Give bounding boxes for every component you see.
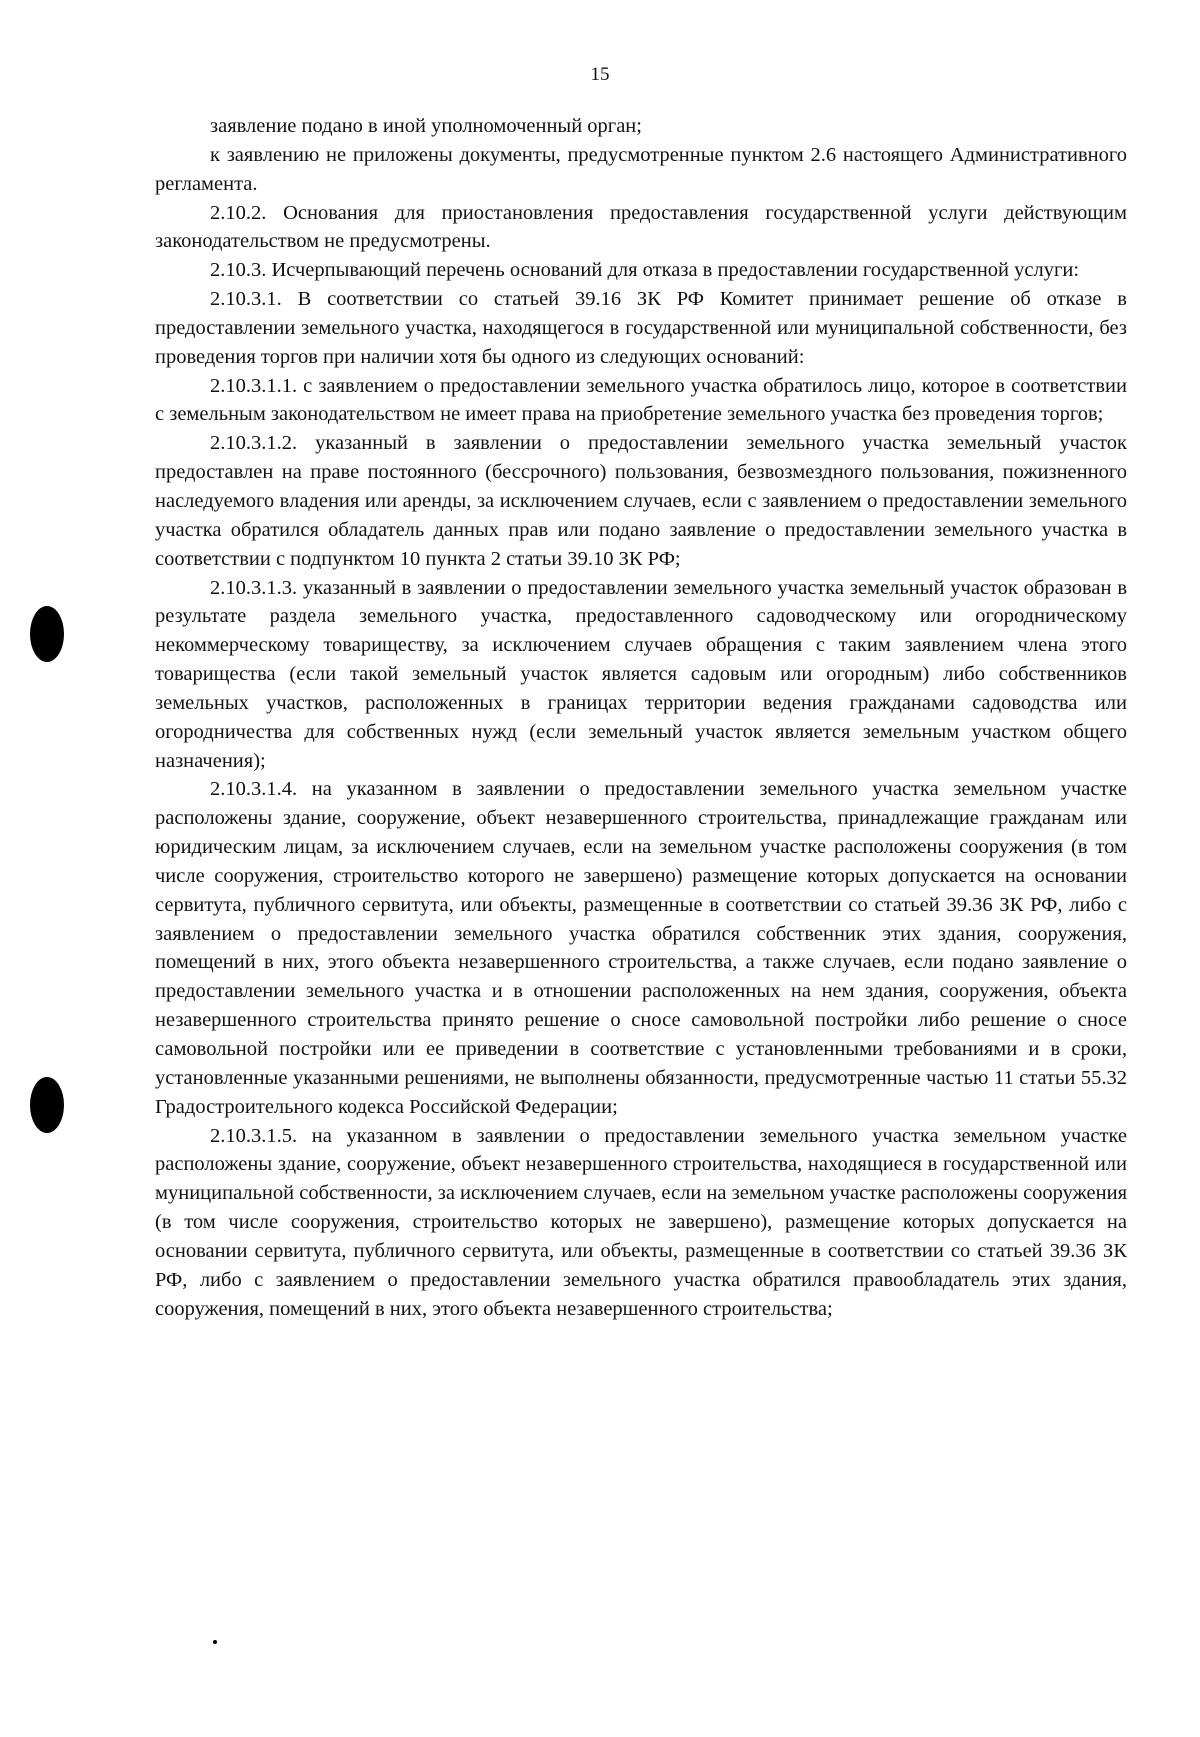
paragraph-2-10-3-1: 2.10.3.1. В соответствии со статьей 39.16 ЗК РФ Комитет принимает решение об отказе в предоставлении земельного участка, находящегося в государственной или муниципальной собственности, без проведения торгов при наличии хотя бы одного из следующих оснований: [155,288,1127,368]
punch-hole-mark [30,1077,64,1133]
paragraph-application-other-authority: заявление подано в иной уполномоченный орган; [210,115,642,137]
paragraph-2-10-3-1-5: 2.10.3.1.5. на указанном в заявлении о предоставлении земельного участка земельном участке расположены здание, сооружение, объект незавершенного строительства, находящиеся в государственной или муниципальной собственности, за исключением случаев, если на земельном участке расположены сооружения (в том числе сооружения, строительство которых не завершено), размещение которых допускается на основании сервитута, публичного сервитута, или объекты, размещенные в соответствии со статьей 39.36 ЗК РФ, либо с заявлением о предоставлении земельного участка обратился правообладатель этих здания, сооружения, помещений в них, этого объекта незавершенного строительства; [155,1124,1127,1320]
paragraph-documents-not-attached: к заявлению не приложены документы, предусмотренные пунктом 2.6 настоящего Административного регламента. [155,143,1127,195]
paragraph-2-10-3-1-3: 2.10.3.1.3. указанный в заявлении о предоставлении земельного участка земельный участок образован в результате раздела земельного участка, предоставленного садоводческому или огородническому некоммерческому товариществу, за исключением случаев обращения с таким заявлением члена этого товарищества (если такой земельный участок является садовым или огородным) либо собственников земельных участков, расположенных в границах территории ведения гражданами садоводства или огородничества для собственных нужд (если земельный участок является земельным участком общего назначения); [155,576,1127,772]
document-body [155,112,1127,1323]
paragraph-2-10-3-1-1: 2.10.3.1.1. с заявлением о предоставлении земельного участка обратилось лицо, которое в соответствии с земельным законодательством не имеет права на приобретение земельного участка без проведения торгов; [155,374,1127,426]
scan-speck [213,1640,217,1644]
paragraph-2-10-3-1-4: 2.10.3.1.4. на указанном в заявлении о предоставлении земельного участка земельном участке расположены здание, сооружение, объект незавершенного строительства, принадлежащие гражданам или юридическим лицам, за исключением случаев, если на земельном участке расположены сооружения (в том числе сооружения, строительство которого не завершено) размещение которых допускается на основании сервитута, публичного сервитута, или объекты, размещенные в соответствии со статьей 39.36 ЗК РФ, либо с заявлением о предоставлении земельного участка обратился собственник этих здания, сооружения, помещений в них, этого объекта незавершенного строительства, а также случаев, если подано заявление о предоставлении земельного участка и в отношении расположенных на нем здания, сооружения, объекта незавершенного строительства принято решение о сносе самовольной постройки либо решение о сносе самовольной постройки или ее приведении в соответствие с установленными требованиями и в сроки, установленные указанными решениями, не выполнены обязанности, предусмотренные частью 11 статьи 55.32 Градостроительного кодекса Российской Федерации; [155,778,1127,1118]
punch-hole-mark [30,606,64,662]
page-number: 15 [590,64,610,85]
paragraph-2-10-2: 2.10.2. Основания для приостановления предоставления государственной услуги действующим законодательством не предусмотрены. [155,201,1127,253]
paragraph-2-10-3: 2.10.3. Исчерпывающий перечень оснований для отказа в предоставлении государственной услуги: [210,259,1080,282]
paragraph-2-10-3-1-2: 2.10.3.1.2. указанный в заявлении о предоставлении земельного участка земельный участок предоставлен на праве постоянного (бессрочного) пользования, безвозмездного пользования, пожизненного наследуемого владения или аренды, за исключением случаев, если с заявлением о предоставлении земельного участка обратился обладатель данных прав или подано заявление о предоставлении земельного участка в соответствии с подпунктом 10 пункта 2 статьи 39.10 ЗК РФ; [155,432,1127,570]
